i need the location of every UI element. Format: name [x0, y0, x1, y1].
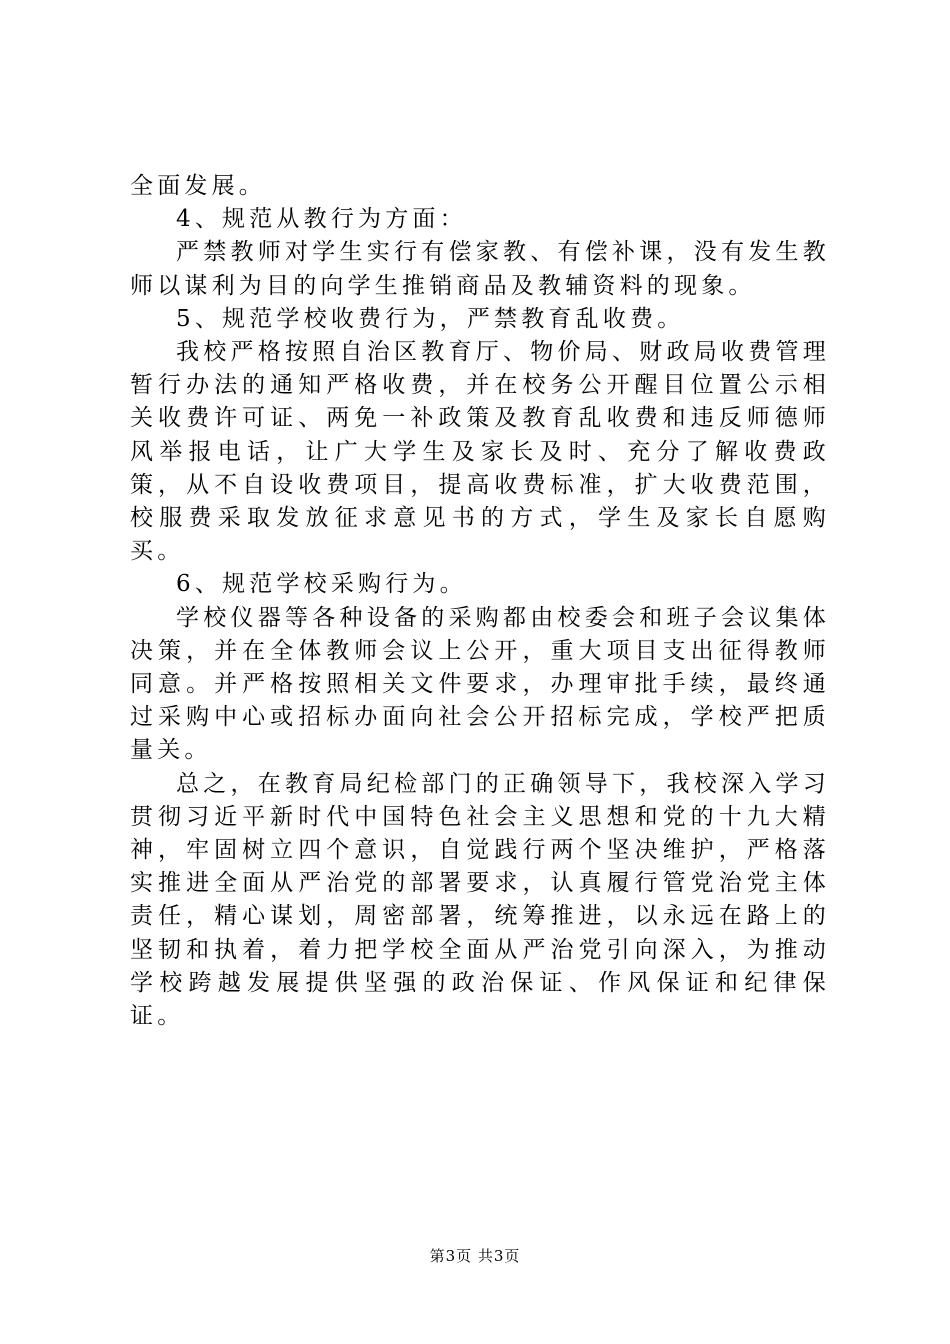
- paragraph-item-4-body: 严禁教师对学生实行有偿家教、有偿补课，没有发生教师以谋利为目的向学生推销商品及教辅资料的现象。: [130, 239, 830, 299]
- paragraph-item-6-body: 学校仪器等各种设备的采购都由校委会和班子会议集体决策，并在全体教师会议上公开，重大项目支出征得教师同意。并严格按照相关文件要求，办理审批手续，最终通过采购中心或招标办面向社会公开招标完成，学校严把质量关。: [130, 604, 830, 764]
- paragraph-continuation: 全面发展。: [130, 173, 266, 199]
- paragraph-conclusion: 总之，在教育局纪检部门的正确领导下，我校深入学习贯彻习近平新时代中国特色社会主义思想和党的十九大精神，牢固树立四个意识，自觉践行两个坚决维护，严格落实推进全面从严治党的部署要求，认真履行管党治党主体责任，精心谋划，周密部署，统筹推进，以永远在路上的坚韧和执着，着力把学校全面从严治党引向深入，为推动学校跨越发展提供坚强的政治保证、作风保证和纪律保证。: [130, 770, 830, 1030]
- heading-item-6: 6、规范学校采购行为。: [176, 571, 467, 598]
- document-body: [130, 170, 830, 1033]
- page-number-footer: 第3页 共3页: [429, 1247, 521, 1265]
- heading-item-4: 4、规范从教行为方面：: [176, 206, 467, 233]
- heading-item-5: 5、规范学校收费行为，严禁教育乱收费。: [176, 305, 685, 332]
- paragraph-item-5-body: 我校严格按照自治区教育厅、物价局、财政局收费管理暂行办法的通知严格收费，并在校务公开醒目位置公示相关收费许可证、两免一补政策及教育乱收费和违反师德师风举报电话，让广大学生及家长及时、充分了解收费政策，从不自设收费项目，提高收费标准，扩大收费范围，校服费采取发放征求意见书的方式，学生及家长自愿购买。: [130, 339, 830, 565]
